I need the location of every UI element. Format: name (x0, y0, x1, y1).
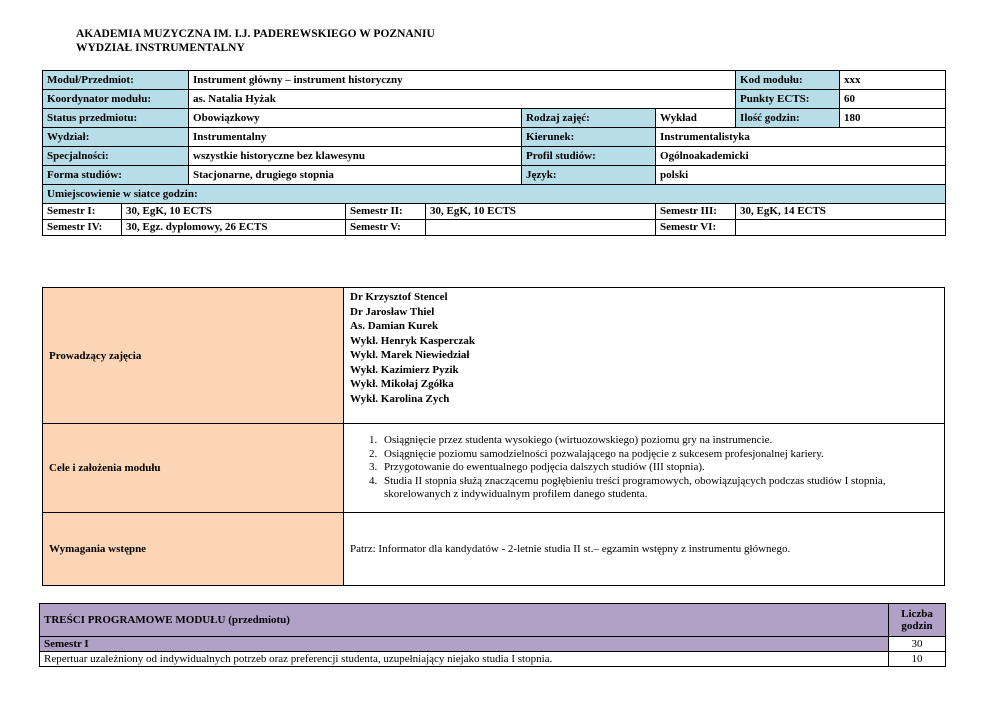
prowadzacy-label: Prowadzący zajęcia (43, 288, 344, 424)
lecturer-name: Wykł. Karolina Zych (350, 392, 450, 405)
module-info-table (42, 70, 946, 236)
lecturer-name: Wykł. Kazimierz Pyzik (350, 363, 459, 376)
hours-header-line: godzin (901, 620, 933, 632)
hours-header (889, 604, 946, 637)
modul-value: Instrument główny – instrument historyczny (189, 71, 736, 90)
jezyk-label: Język: (522, 166, 656, 185)
lecturer-name: Dr Krzysztof Stencel (350, 291, 448, 303)
goals-cell (344, 424, 945, 513)
status-value: Obowiązkowy (189, 109, 522, 128)
lecturers-cell (344, 288, 945, 424)
profil-value: Ogólnoakademicki (656, 147, 946, 166)
kierunek-label: Kierunek: (522, 128, 656, 147)
lecturer-name: Wykł. Henryk Kasperczak (350, 334, 475, 347)
module-details-table (42, 287, 945, 586)
jezyk-value: polski (656, 166, 946, 185)
rodzaj-value: Wykład (656, 109, 736, 128)
koordynator-value: as. Natalia Hyżak (189, 90, 736, 109)
status-label: Status przedmiotu: (43, 109, 189, 128)
semester-label: Semestr IV: (43, 220, 122, 236)
goal-item: 2. Osiągnięcie poziomu samodzielności pozwalającego na podjęcie z sukcesem profesjonalnej kariery. (380, 448, 940, 462)
ects-value: 60 (840, 90, 946, 109)
semester-value: 30, EgK, 14 ECTS (736, 204, 946, 220)
lecturer-name: Wykł. Mikołaj Zgółka (350, 378, 454, 390)
semester-label: Semestr I: (43, 204, 122, 220)
academy-name: AKADEMIA MUZYCZNA IM. I.J. PADEREWSKIEGO W POZNANIU (76, 28, 435, 40)
document-header (76, 27, 435, 55)
lecturer-name: As. Damian Kurek (350, 320, 439, 332)
semester-label: Semestr III: (656, 204, 736, 220)
semester-value (426, 220, 656, 236)
specjalnosci-label: Specjalności: (43, 147, 189, 166)
forma-value: Stacjonarne, drugiego stopnia (189, 166, 522, 185)
goal-item: 4. Studia II stopnia służą znaczącemu pogłębieniu treści programowych, obowiązujących podczas studiów I stopnia, skorelowanych z indywidualnym profilem danego studenta. (380, 475, 940, 502)
content-title: TREŚCI PROGRAMOWE MODUŁU (przedmiotu) (40, 604, 889, 637)
wydzial-label: Wydział: (43, 128, 189, 147)
goal-item: 1. Osiągnięcie przez studenta wysokiego (wirtuozowskiego) poziomu gry na instrumencie. (380, 434, 940, 448)
ilosc-label: Ilość godzin: (736, 109, 840, 128)
ilosc-value: 180 (840, 109, 946, 128)
modul-label: Moduł/Przedmiot: (43, 71, 189, 90)
wydzial-value: Instrumentalny (189, 128, 522, 147)
umiejscowienie-label: Umiejscowienie w siatce godzin: (43, 185, 946, 204)
rodzaj-label: Rodzaj zajęć: (522, 109, 656, 128)
content-row-hours: 10 (889, 652, 946, 667)
semester-value: 30, EgK, 10 ECTS (122, 204, 346, 220)
hours-header-line: Liczba (901, 608, 933, 620)
kod-label: Kod modułu: (736, 71, 840, 90)
semester-label: Semestr II: (346, 204, 426, 220)
semester-value (736, 220, 946, 236)
cele-label: Cele i założenia modułu (43, 424, 344, 513)
faculty-name: WYDZIAŁ INSTRUMENTALNY (76, 42, 245, 54)
kod-value: xxx (840, 71, 946, 90)
forma-label: Forma studiów: (43, 166, 189, 185)
specjalnosci-value: wszystkie historyczne bez klawesynu (189, 147, 522, 166)
semester-value: 30, EgK, 10 ECTS (426, 204, 656, 220)
goals-list (348, 434, 940, 502)
semester-value: 30, Egz. dyplomowy, 26 ECTS (122, 220, 346, 236)
program-content-table (39, 603, 946, 667)
koordynator-label: Koordynator modułu: (43, 90, 189, 109)
profil-label: Profil studiów: (522, 147, 656, 166)
lecturer-name: Dr Jarosław Thiel (350, 305, 435, 318)
semester-row-label: Semestr I (40, 637, 889, 652)
semester-label: Semestr VI: (656, 220, 736, 236)
semester-row-hours: 30 (889, 637, 946, 652)
wymagania-value: Patrz: Informator dla kandydatów - 2-letnie studia II st.– egzamin wstępny z instrumentu głównego. (344, 513, 945, 586)
ects-label: Punkty ECTS: (736, 90, 840, 109)
wymagania-label: Wymagania wstępne (43, 513, 344, 586)
goal-item: 3. Przygotowanie do ewentualnego podjęcia dalszych studiów (III stopnia). (380, 461, 940, 475)
lecturer-name: Wykł. Marek Niewiedział (350, 349, 470, 361)
content-row-text: Repertuar uzależniony od indywidualnych potrzeb oraz preferencji studenta, uzupełniający niejako studia I stopnia. (40, 652, 889, 667)
semester-label: Semestr V: (346, 220, 426, 236)
kierunek-value: Instrumentalistyka (656, 128, 946, 147)
